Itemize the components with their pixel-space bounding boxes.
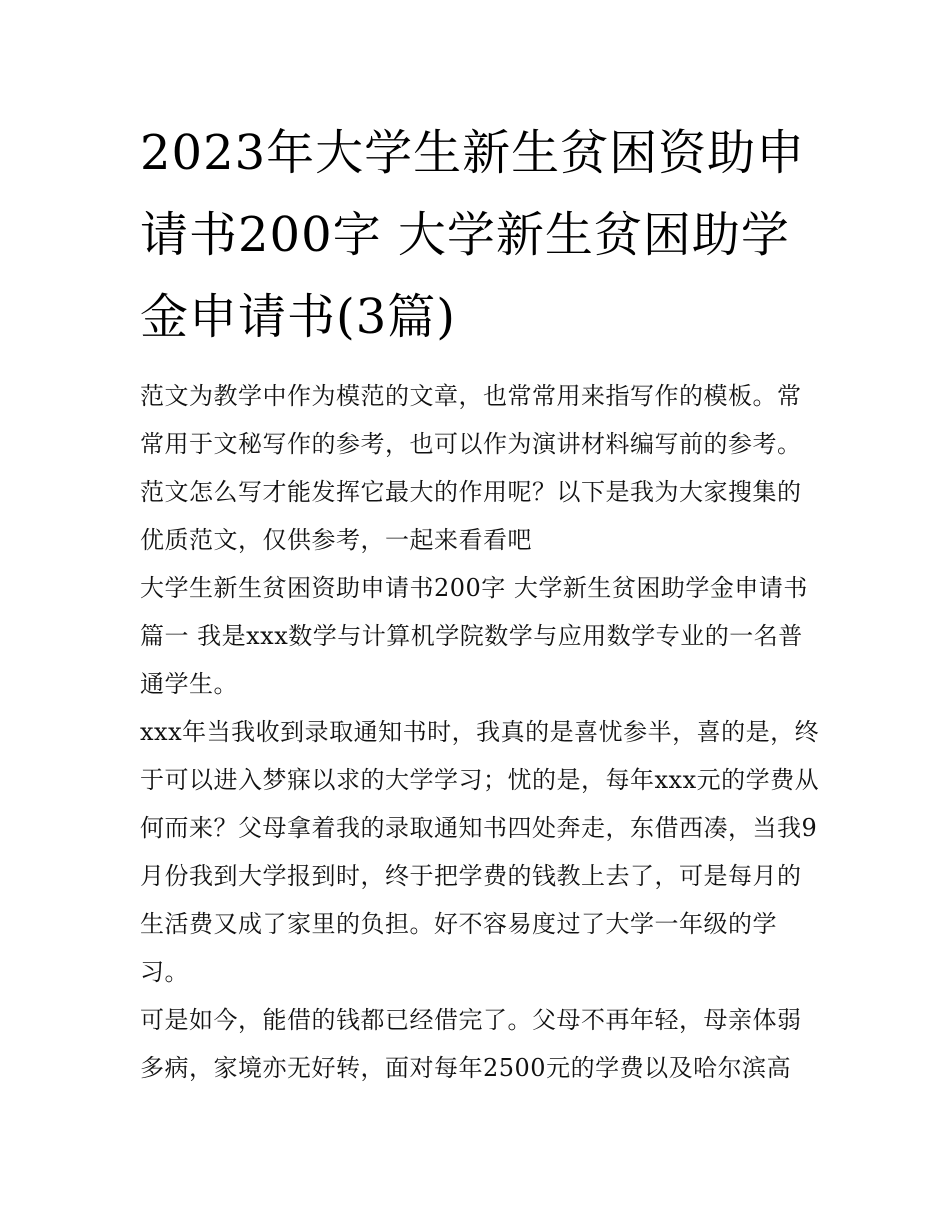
intro-paragraph: 范文为教学中作为模范的文章，也常常用来指写作的模板。常常用于文秘写作的参考，也可以作为演讲材料编写前的参考。范文怎么写才能发挥它最大的作用呢？以下是我为大家搜集的优质范文，仅供参考，一起来看看吧 — [140, 382, 802, 554]
body-paragraph: 可是如今，能借的钱都已经借完了。父母不再年轻，母亲体弱多病，家境亦无好转，面对每年2500元的学费以及哈尔滨高 — [140, 1006, 802, 1082]
document-page — [140, 112, 820, 1092]
article-opening-paragraph: 大学生新生贫困资助申请书200字 大学新生贫困助学金申请书篇一 我是xxx数学与计算机学院数学与应用数学专业的一名普通学生。 — [140, 574, 808, 698]
document-title: 2023年大学生新生贫困资助申请书200字 大学新生贫困助学金申请书(3篇) — [140, 125, 806, 345]
body-paragraph: xxx年当我收到录取通知书时，我真的是喜忧参半，喜的是，终于可以进入梦寐以求的大学学习；忧的是，每年xxx元的学费从何而来？父母拿着我的录取通知书四处奔走，东借西凑，当我9月份我到大学报到时，终于把学费的钱教上去了，可是每月的生活费又成了家里的负担。好不容易度过了大学一年级的学习。 — [140, 718, 820, 986]
